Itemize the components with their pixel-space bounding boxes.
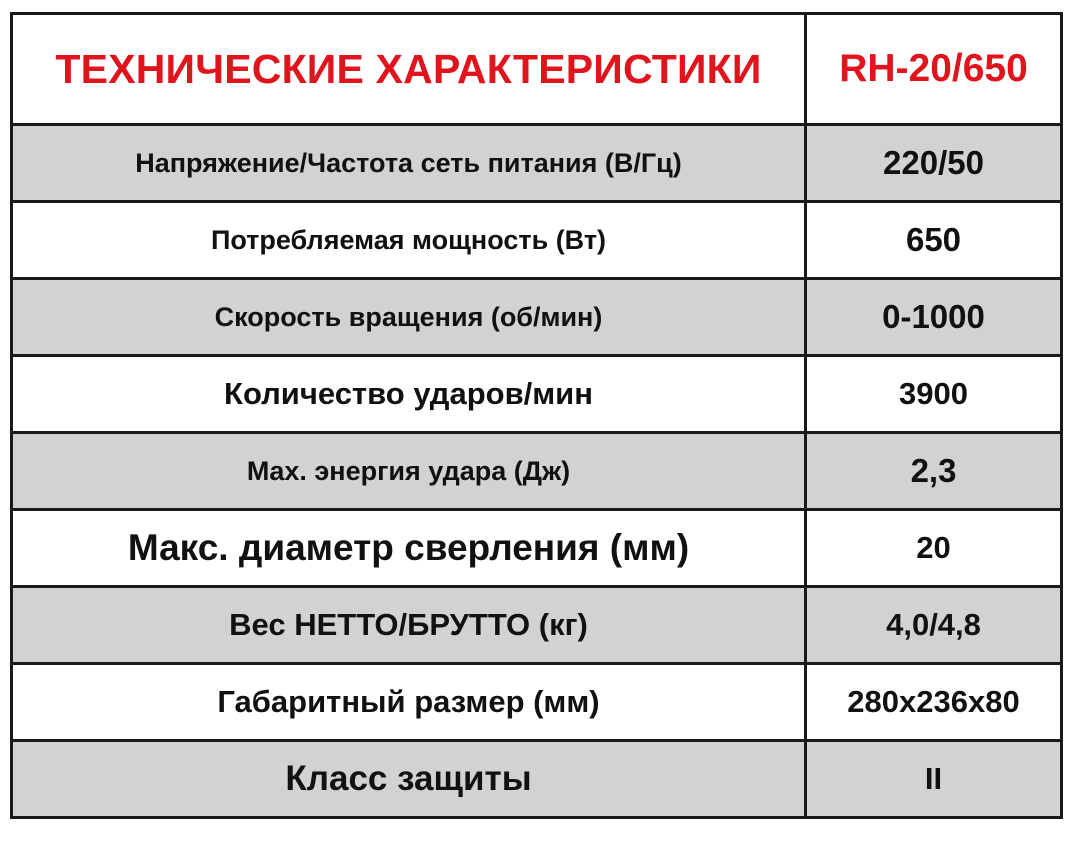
table-row xyxy=(12,433,1062,510)
specifications-table xyxy=(10,12,1063,819)
spec-label-dimensions: Габаритный размер (мм) xyxy=(12,664,806,741)
specifications-title: ТЕХНИЧЕСКИЕ ХАРАКТЕРИСТИКИ xyxy=(12,14,806,125)
table-row xyxy=(12,202,1062,279)
spec-label-weight: Вес НЕТТО/БРУТТО (кг) xyxy=(12,587,806,664)
spec-label-impact-energy: Max. энергия удара (Дж) xyxy=(12,433,806,510)
spec-label-protection-class: Класс защиты xyxy=(12,741,806,818)
table-row xyxy=(12,279,1062,356)
table-row xyxy=(12,664,1062,741)
table-row xyxy=(12,741,1062,818)
spec-label-drill-diameter: Макс. диаметр сверления (мм) xyxy=(12,510,806,587)
spec-value-drill-diameter: 20 xyxy=(806,510,1062,587)
spec-value-dimensions: 280x236x80 xyxy=(806,664,1062,741)
table-row xyxy=(12,510,1062,587)
table-header-row xyxy=(12,14,1062,125)
spec-label-power: Потребляемая мощность (Вт) xyxy=(12,202,806,279)
spec-value-protection-class: II xyxy=(806,741,1062,818)
table-row xyxy=(12,587,1062,664)
spec-label-impact-rate: Количество ударов/мин xyxy=(12,356,806,433)
spec-value-impact-rate: 3900 xyxy=(806,356,1062,433)
spec-label-voltage: Напряжение/Частота сеть питания (В/Гц) xyxy=(12,125,806,202)
spec-label-speed: Скорость вращения (об/мин) xyxy=(12,279,806,356)
table-row xyxy=(12,356,1062,433)
spec-value-speed: 0-1000 xyxy=(806,279,1062,356)
spec-value-power: 650 xyxy=(806,202,1062,279)
table-row xyxy=(12,125,1062,202)
spec-value-impact-energy: 2,3 xyxy=(806,433,1062,510)
spec-value-weight: 4,0/4,8 xyxy=(806,587,1062,664)
spec-value-voltage: 220/50 xyxy=(806,125,1062,202)
model-name: RH-20/650 xyxy=(806,14,1062,125)
